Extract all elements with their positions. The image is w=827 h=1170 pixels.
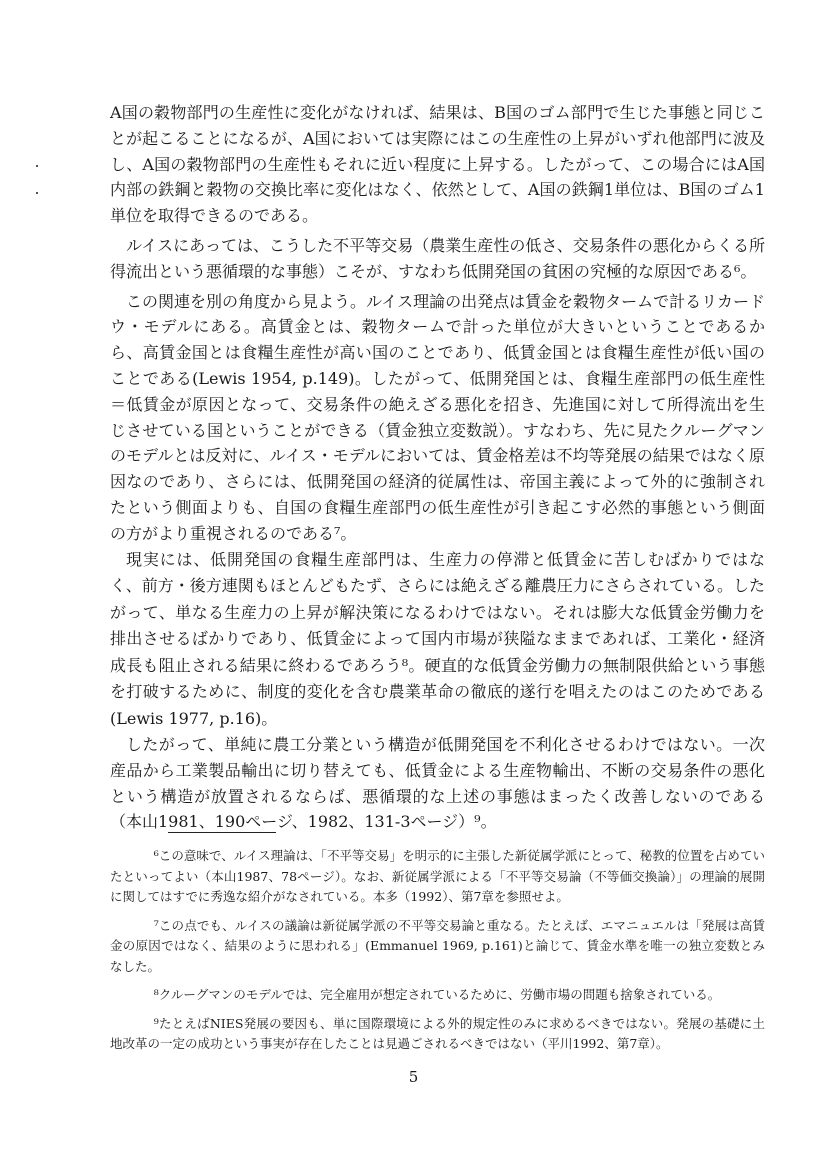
footnote-9: ⁹たとえばNIES発展の要因も、単に国際環境による外的規定性のみに求めるべきではない。発展の基礎に土地改革の一定の成功という事実が存在したことは見過ごされるべきではない（平川1992、第7章）。 (110, 1015, 765, 1051)
paragraph-4: 現実には、低開発国の食糧生産部門は、生産力の停滞と低賃金に苦しむばかりではなく、前方・後方連関もほとんどもたず、さらには絶えざる離農圧力にさらされている。したがって、単なる生産力の上昇が解決策になるわけではない。それは膨大な低賃金労働力を排出させるばかりであり、低賃金によって国内市場が狭隘なままであれば、工業化・経済成長も阻止される結果に終わるであろう⁸。硬直的な低賃金労働力の無制限供給という事態を打破するために、制度的変化を含む農業革命の徹底的遂行を唱えたのはこのためである(Lewis 1977, p.16)。 (110, 549, 765, 728)
paragraph-2: ルイスにあっては、こうした不平等交易（農業生産性の低さ、交易条件の悪化からくる所得流出という悪循環的な事態）こそが、すなわち低開発国の貧困の究極的な原因である⁶。 (110, 235, 765, 281)
page-number: 5 (408, 1068, 419, 1086)
paragraph-3: この関連を別の角度から見よう。ルイス理論の出発点は賃金を穀物タームで計るリカードウ・モデルにある。高賃金とは、穀物タームで計った単位が大きいということであるから、高賃金国とは食糧生産性が高い国のことであり、低賃金国とは食糧生産性が低い国のことである(Lewis 1954, p.149)。したがって、低開発国とは、食糧生産部門の低生産性＝低賃金が原因となって、交易条件の絶えざる悪化を招き、先進国に対して所得流出を生じさせている国ということができる（賃金独立変数説）。すなわち、先に見たクルーグマンのモデルとは反対に、ルイス・モデルにおいては、賃金格差は不均等発展の結果ではなく原因なのであり、さらには、低開発国の経済的従属性は、帝国主義によって外的に強制されたという側面よりも、自国の食糧生産部門の低生産性が引き起こす必然的事態という側面の方がより重視されるのである⁷。 (110, 291, 765, 543)
footnote-7: ⁷この点でも、ルイスの議論は新従属学派の不平等交易論と重なる。たとえば、エマニュエルは「発展は高賃金の原因ではなく、結果のように思われる」(Emmanuel 1969, p.161)と論じて、賃金水準を唯一の独立変数とみなした。 (110, 917, 765, 974)
footnote-divider (168, 832, 276, 833)
footnotes (110, 846, 765, 1063)
main-text (110, 100, 765, 835)
paragraph-5: したがって、単純に農工分業という構造が低開発国を不利化させるわけではない。一次産品から工業製品輸出に切り替えても、低賃金による生産物輸出、不断の交易条件の悪化という構造が放置されるならば、悪循環的な上述の事態はまったく改善しないのである（本山1981、190ページ、1982、131-3ページ）⁹。 (110, 735, 765, 832)
margin-mark (36, 165, 38, 167)
paragraph-1: A国の穀物部門の生産性に変化がなければ、結果は、B国のゴム部門で生じた事態と同じことが起こることになるが、A国においては実際にはこの生産性の上昇がいずれ他部門に波及し、A国の穀物部門の生産性もそれに近い程度に上昇する。したがって、この場合にはA国内部の鉄鋼と穀物の交換比率に変化はなく、依然として、A国の鉄鋼1単位は、B国のゴム1単位を取得できるのである。 (110, 103, 765, 226)
footnote-8: ⁸クルーグマンのモデルでは、完全雇用が想定されているために、労働市場の問題も捨象されている。 (153, 987, 721, 1002)
footnote-6: ⁶この意味で、ルイス理論は、「不平等交易」を明示的に主張した新従属学派にとって、秘教的位置を占めていたといってよい（本山1987、78ページ）。なお、新従属学派による「不平等交易論（不等価交換論）」の理論的展開に関してはすでに秀逸な紹介がなされている。本多（1992）、第7章を参照せよ。 (110, 848, 765, 904)
margin-mark (36, 192, 38, 194)
